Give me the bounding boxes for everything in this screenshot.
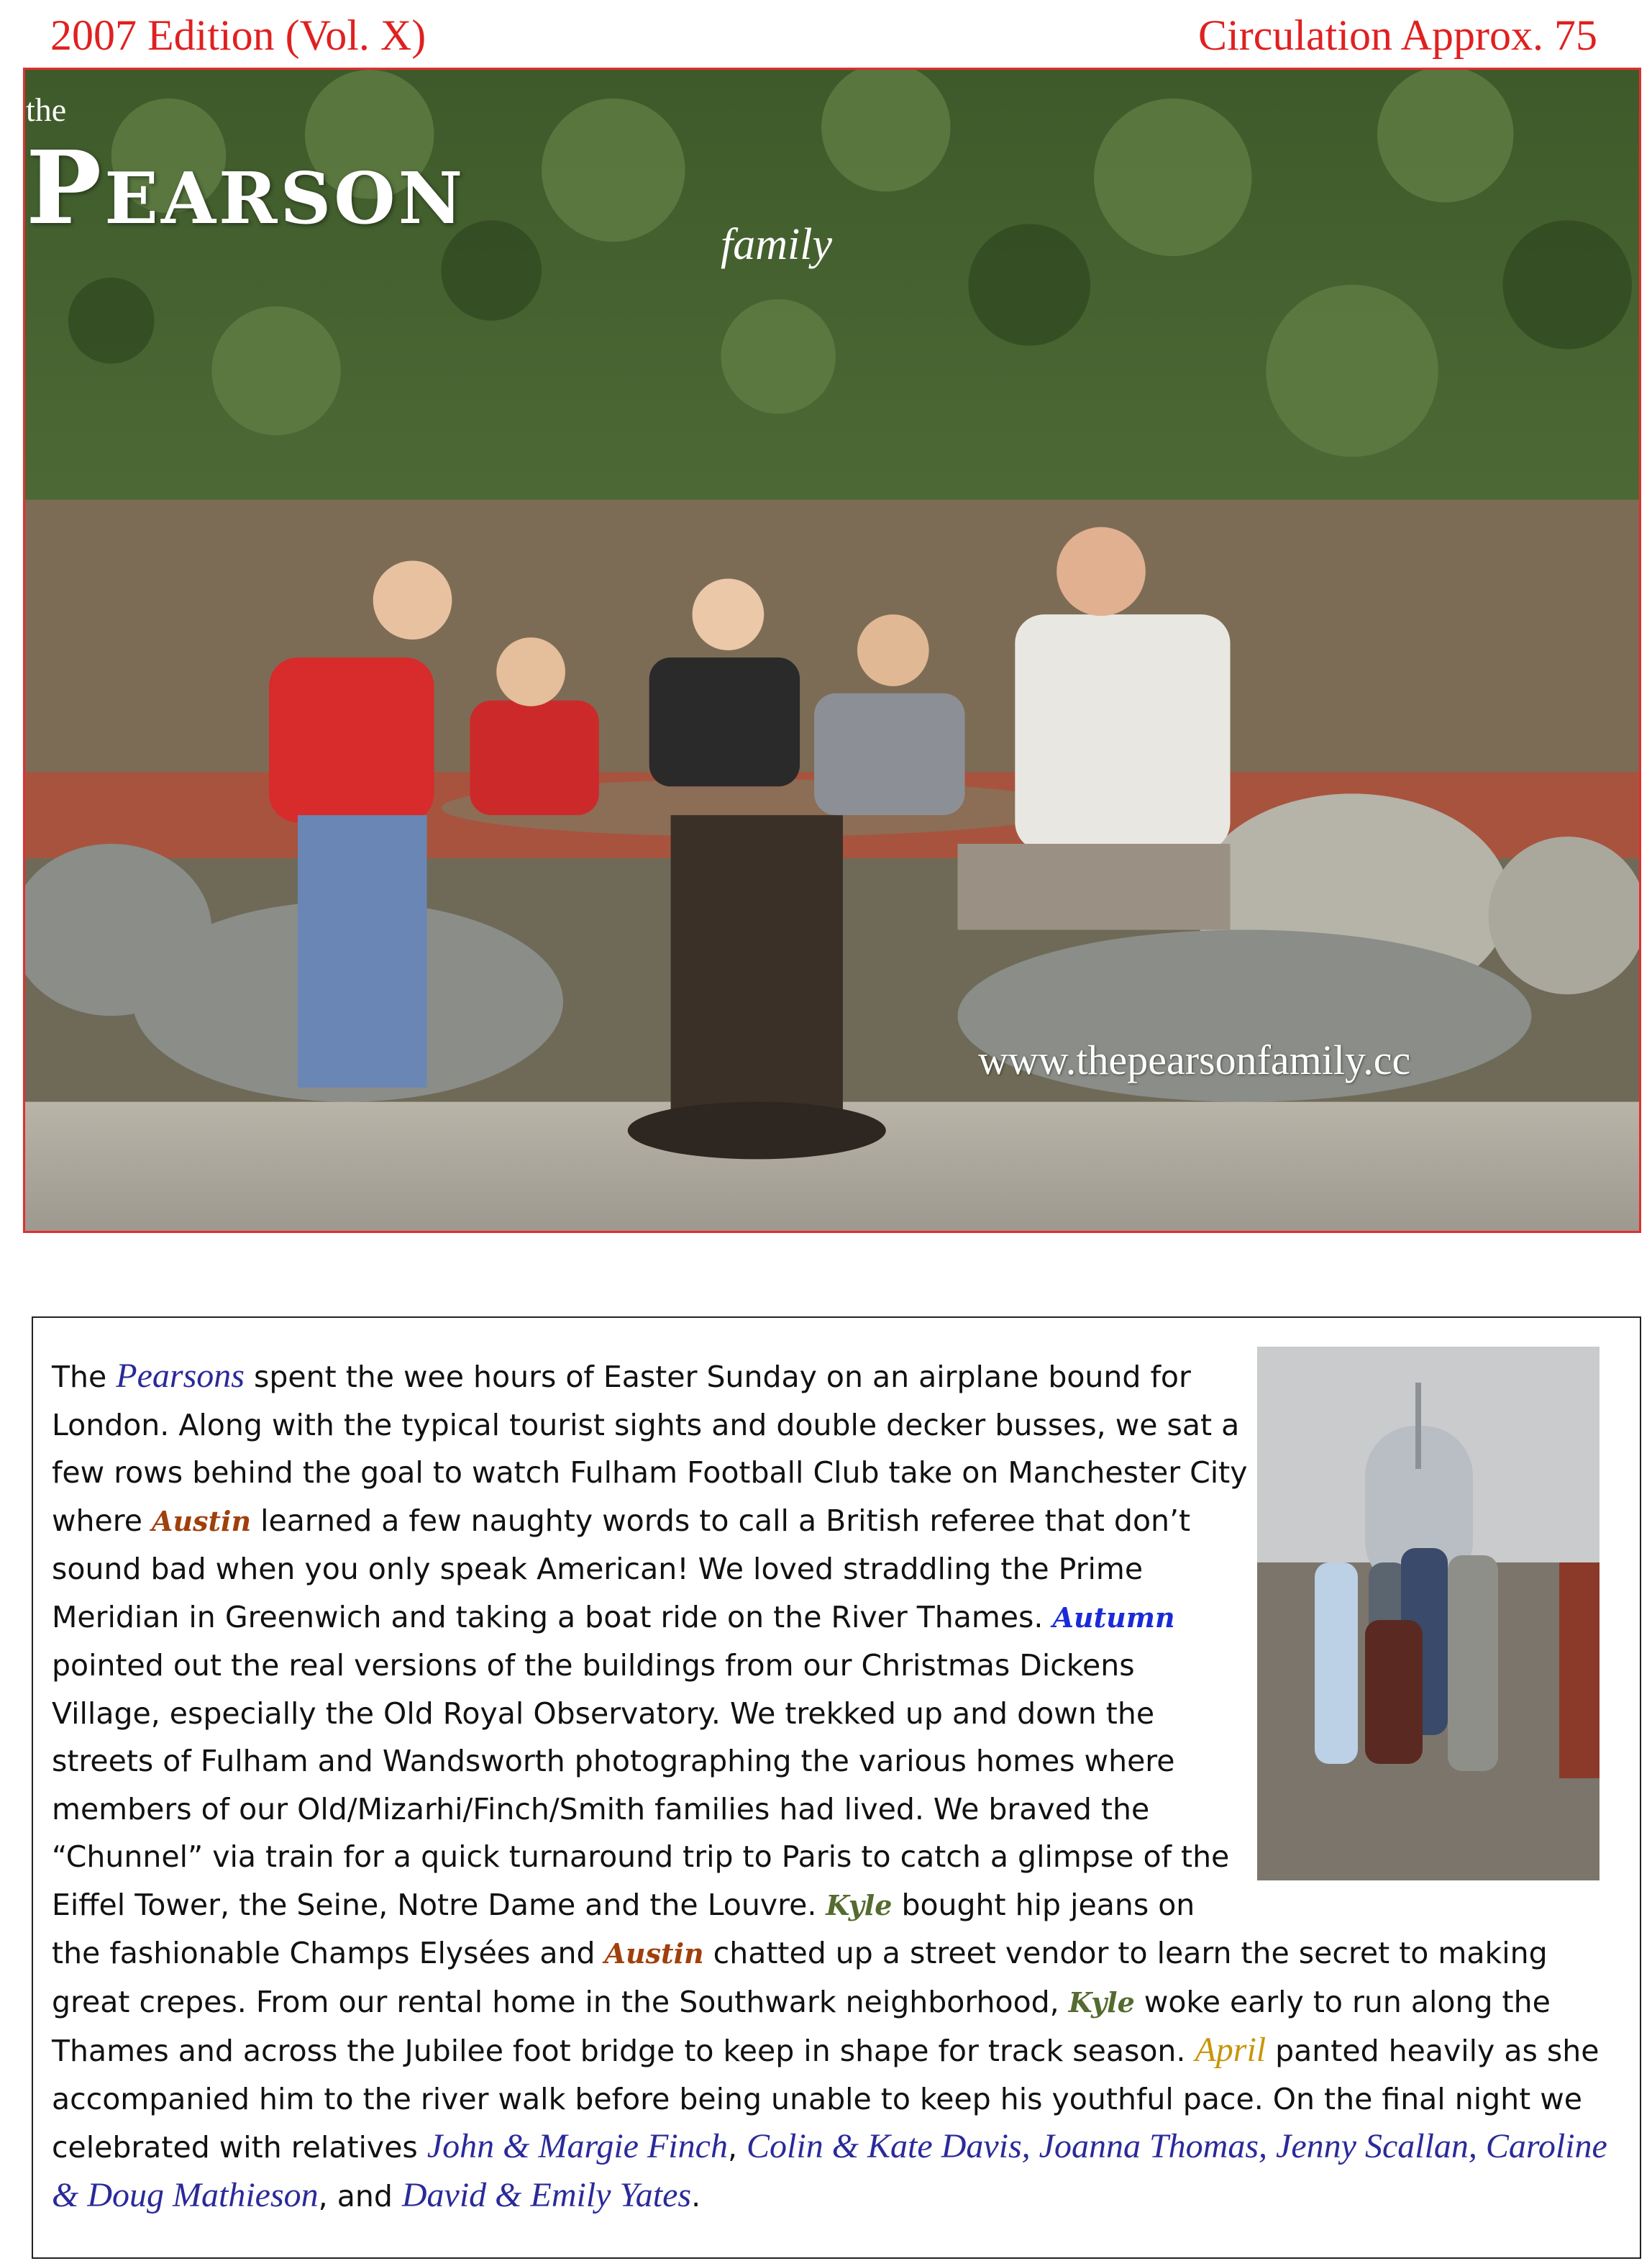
name-pearsons: Pearsons [116, 1357, 245, 1395]
story-fragment: . [691, 2178, 701, 2213]
story-fragment: panted heavily as she accompanied him to the river walk before being unable to keep his youthful pace. On the final night we celebrated with relatives [52, 2034, 1599, 2165]
story-fragment: learned a few naughty words to call a British referee that don’t sound bad when you only speak American! We loved straddling the Prime Meridian in Greenwich and taking a boat ride on the River Thames. [52, 1503, 1191, 1634]
story-box [32, 1316, 1641, 2259]
story-fragment: , and [318, 2178, 402, 2213]
circulation-label: Circulation Approx. 75 [1198, 12, 1597, 59]
story-fragment: spent the wee hours of Easter Sunday on an airplane bound for London. Along with the typical tourist sights and double decker busses, we sat a few rows behind the goal to watch Fulham Football Club take on Manchester City where [52, 1360, 1248, 1538]
name-kyle: Kyle [1068, 1985, 1135, 2019]
story-fragment: , [727, 2130, 747, 2165]
story-fragment: woke early to run along the Thames and across the Jubilee foot bridge to keep in shape for track season. [52, 1984, 1551, 2068]
name-autumn: Autumn [1052, 1601, 1175, 1634]
edition-label: 2007 Edition (Vol. X) [50, 12, 426, 59]
website-link[interactable]: www.thepearsonfamily.cc [978, 1037, 1411, 1083]
masthead-family: family [721, 220, 832, 269]
name-austin: Austin [151, 1504, 252, 1537]
masthead-the: the [26, 91, 67, 128]
story-text [52, 1352, 1620, 2220]
relatives-group: Colin & Kate Davis, Joanna Thomas, Jenny Scallan, Caroline & Doug Mathieson [52, 2127, 1607, 2214]
photo-spacer [1249, 1352, 1620, 1882]
story-fragment: pointed out the real versions of the buildings from our Christmas Dickens Village, especially the Old Royal Observatory. We trekked up and down the streets of Fulham and Wandsworth photographing the various homes where members of our Old/Mizarhi/Finch/Smith families had lived. We braved the “Chunnel” via train for a quick turnaround trip to Paris to catch a glimpse of the Eiffel Tower, the Seine, Notre Dame and the Louvre. [52, 1648, 1230, 1922]
name-austin: Austin [604, 1937, 704, 1970]
story-fragment: The [52, 1360, 117, 1394]
story-fragment: chatted up a street vendor to learn the secret to making great crepes. From our rental home in the Southwark neighborhood, [52, 1936, 1548, 2019]
relatives-finch: John & Margie Finch [426, 2127, 728, 2165]
header-bar [0, 10, 1652, 60]
name-april: April [1195, 2031, 1267, 2069]
masthead-title: Pearson [26, 129, 466, 247]
relatives-yates: David & Emily Yates [401, 2175, 692, 2214]
name-kyle: Kyle [826, 1888, 893, 1921]
story-fragment: bought hip jeans on the fashionable Champs Elysées and [52, 1887, 1195, 1970]
